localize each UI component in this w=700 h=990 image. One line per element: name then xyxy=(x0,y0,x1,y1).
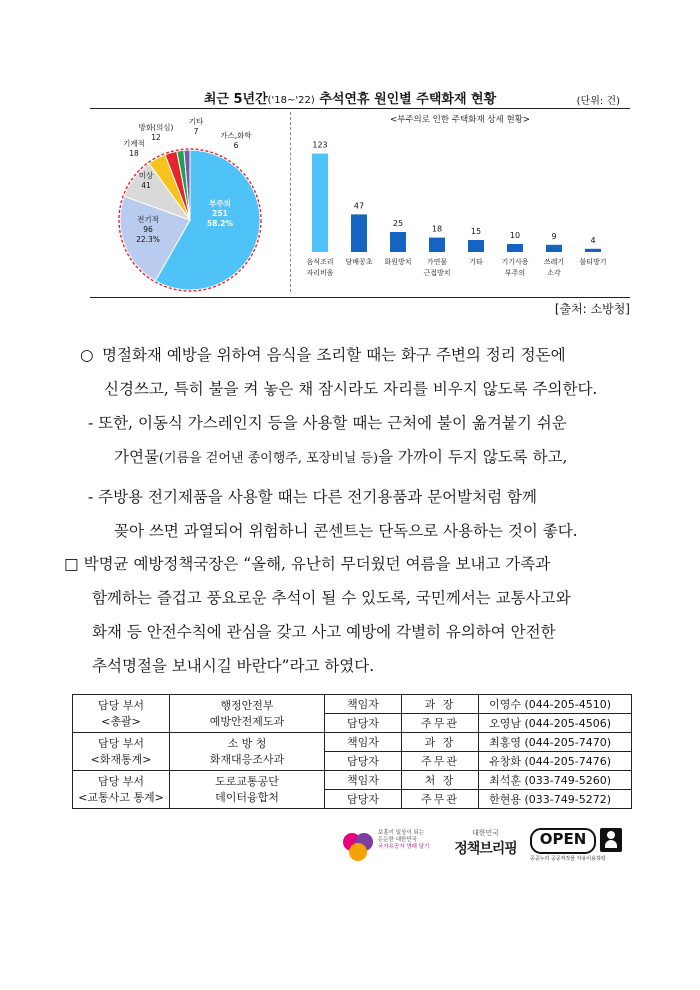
role-cell: 담당자 xyxy=(325,790,402,809)
pie-slice-value: 96 xyxy=(143,225,153,234)
policy-briefing-logo xyxy=(448,828,523,864)
heart-icon xyxy=(340,828,376,864)
pie-slice-value: 251 xyxy=(212,209,228,218)
table-row xyxy=(73,771,632,790)
bar-category-label: 근접방치 xyxy=(423,269,451,277)
position-cell: 주무관 xyxy=(402,752,479,771)
name-phone-cell: 유창화 (044-205-7476) xyxy=(479,752,632,771)
role-cell: 담당자 xyxy=(325,714,402,733)
org-cell: 행정안전부 예방안전제도과 xyxy=(170,695,325,733)
bar-value-label: 10 xyxy=(509,231,521,240)
pie-slice-label: 전기적 xyxy=(137,215,159,224)
bar-value-label: 123 xyxy=(312,140,328,150)
pie-slice-value: 7 xyxy=(193,127,199,136)
position-cell: 과 장 xyxy=(402,733,479,752)
source-note: [출처: 소방청] xyxy=(554,302,630,316)
sub-item: - 주방용 전기제품을 사용할 때는 다른 전기용품과 문어발처럼 함께 꽂아 쓰면 과열되어 위험하니 콘센트는 단독으로 사용하는 것이 좋다. xyxy=(88,488,578,540)
logo-text: OPEN xyxy=(539,830,587,848)
bar-chart xyxy=(306,114,606,277)
chart-area xyxy=(90,108,630,296)
logo-text: 보훈이 일상이 되는 xyxy=(378,830,425,836)
bar-chart-title: <부주의로 인한 주택화재 상세 현황> xyxy=(389,115,531,125)
bar-category-label: 화원방치 xyxy=(384,258,412,266)
bar-value-label: 18 xyxy=(431,224,443,234)
pie-slice-value: 41 xyxy=(141,181,151,190)
circle-bullet: ○ xyxy=(80,346,94,364)
person-icon xyxy=(600,828,622,852)
bar xyxy=(429,238,445,252)
name-phone-cell: 한현용 (033-749-5272) xyxy=(479,790,632,809)
role-cell: 책임자 xyxy=(325,695,402,714)
name-phone-cell: 오영남 (044-205-4506) xyxy=(479,714,632,733)
position-cell: 처 장 xyxy=(402,771,479,790)
bar-category-label: 담배꽁초 xyxy=(345,258,373,266)
square-bullet: □ xyxy=(64,555,79,573)
pie-slice-label: 가스,화학 xyxy=(220,131,252,140)
position-cell: 주무관 xyxy=(402,714,479,733)
bar-value-label: 25 xyxy=(392,219,404,228)
dept-cell: 담당 부서 <총괄> xyxy=(73,695,170,733)
bar xyxy=(546,245,562,252)
footer-logos xyxy=(340,826,630,866)
logo-text: 정책브리핑 xyxy=(454,841,517,857)
table-row xyxy=(73,733,632,752)
bar xyxy=(507,244,523,252)
logo-text: 대한민국 xyxy=(471,829,500,837)
org-cell: 도로교통공단 데이터융합처 xyxy=(170,771,325,809)
pie-slice-value: 18 xyxy=(129,149,139,158)
paragraph-quote: □ 박명균 예방정책국장은 “올해, 유난히 무더웠던 여름을 보내고 가족과 함께하는 즐겁고 풍요로운 추석이 될 수 있도록, 국민께서는 교통사고와 화재 등 안전수칙에 관심을 갖고 사고 예방에 각별히 유의하여 안전한 추석명절을 보내시길 바란다”라고 하였다. xyxy=(64,555,571,675)
bar-category-label: 기기사용 xyxy=(501,258,529,266)
unit-label: (단위: 건) xyxy=(576,96,620,107)
bar xyxy=(351,214,367,252)
name-phone-cell: 최석훈 (033-749-5260) xyxy=(479,771,632,790)
bar xyxy=(468,240,484,252)
bar-category-label: 불티방기 xyxy=(579,258,607,266)
bar-value-label: 9 xyxy=(551,231,557,241)
bar-category-label: 쓰레기 xyxy=(543,258,565,266)
name-phone-cell: 최홍영 (044-205-7470) xyxy=(479,733,632,752)
table-row xyxy=(73,695,632,714)
pie-slice-label: 미상 xyxy=(138,171,154,180)
paragraph-sub-items xyxy=(88,406,640,548)
bar-category-label: 소각 xyxy=(547,269,561,277)
paragraph-fire-prevention: ○ 명절화재 예방을 위하여 음식을 조리할 때는 화구 주변의 정리 정돈에 신경쓰고, 특히 불을 켜 놓은 채 잠시라도 자리를 비우지 않도록 주의한다. xyxy=(80,338,640,406)
bar-category-label: 가연물 xyxy=(426,258,448,266)
chart-title: 최근 5년간('18~'22) 추석연휴 원인별 주택화재 현황 xyxy=(203,92,497,107)
bar-category-label: 자리비움 xyxy=(306,269,334,277)
role-cell: 책임자 xyxy=(325,771,402,790)
pie-slice-label: 기계적 xyxy=(123,139,145,148)
bar-category-label: 기타 xyxy=(469,258,483,266)
role-cell: 담당자 xyxy=(325,752,402,771)
name-phone-cell: 이영수 (044-205-4510) xyxy=(479,695,632,714)
logo-text: 든든한 대한민국 xyxy=(378,837,417,843)
logo-text: 공공누리 공공저작물 자유이용허락 xyxy=(530,856,606,862)
bar-value-label: 47 xyxy=(353,201,365,211)
pie-chart xyxy=(119,116,261,291)
dept-cell: 담당 부서 <화재통계> xyxy=(73,733,170,771)
pie-slice-value: 6 xyxy=(233,141,239,150)
bar-value-label: 15 xyxy=(470,227,482,236)
bar-category-label: 부주의 xyxy=(504,269,526,277)
veterans-logo xyxy=(340,826,440,866)
pie-slice-label: 기타 xyxy=(188,117,204,126)
logo-text: 국가유공자 명패 달기 xyxy=(378,844,430,850)
bar xyxy=(390,232,406,252)
sub-item: - 또한, 이동식 가스레인지 등을 사용할 때는 근처에 불이 옮겨붙기 쉬운 가연물(기름을 걷어낸 종이행주, 포장비닐 등)을 가까이 두지 않도록 하고, xyxy=(88,414,568,466)
open-license-logo xyxy=(530,828,630,864)
pie-slice-percent: 58.2% xyxy=(206,219,234,228)
org-cell: 소 방 청 화재대응조사과 xyxy=(170,733,325,771)
pie-slice-label: 방화(의심) xyxy=(138,123,174,132)
bar-value-label: 4 xyxy=(590,235,596,245)
position-cell: 과 장 xyxy=(402,695,479,714)
pie-slice-label: 부주의 xyxy=(209,199,231,208)
pie-slice-percent: 22.3% xyxy=(136,235,160,244)
position-cell: 주무관 xyxy=(402,790,479,809)
pie-slice-value: 12 xyxy=(151,133,161,142)
dept-cell: 담당 부서 <교통사고 통계> xyxy=(73,771,170,809)
bar xyxy=(585,249,601,252)
bar-category-label: 음식조리 xyxy=(306,258,334,266)
bar xyxy=(312,154,328,252)
role-cell: 책임자 xyxy=(325,733,402,752)
contact-table xyxy=(72,694,632,809)
